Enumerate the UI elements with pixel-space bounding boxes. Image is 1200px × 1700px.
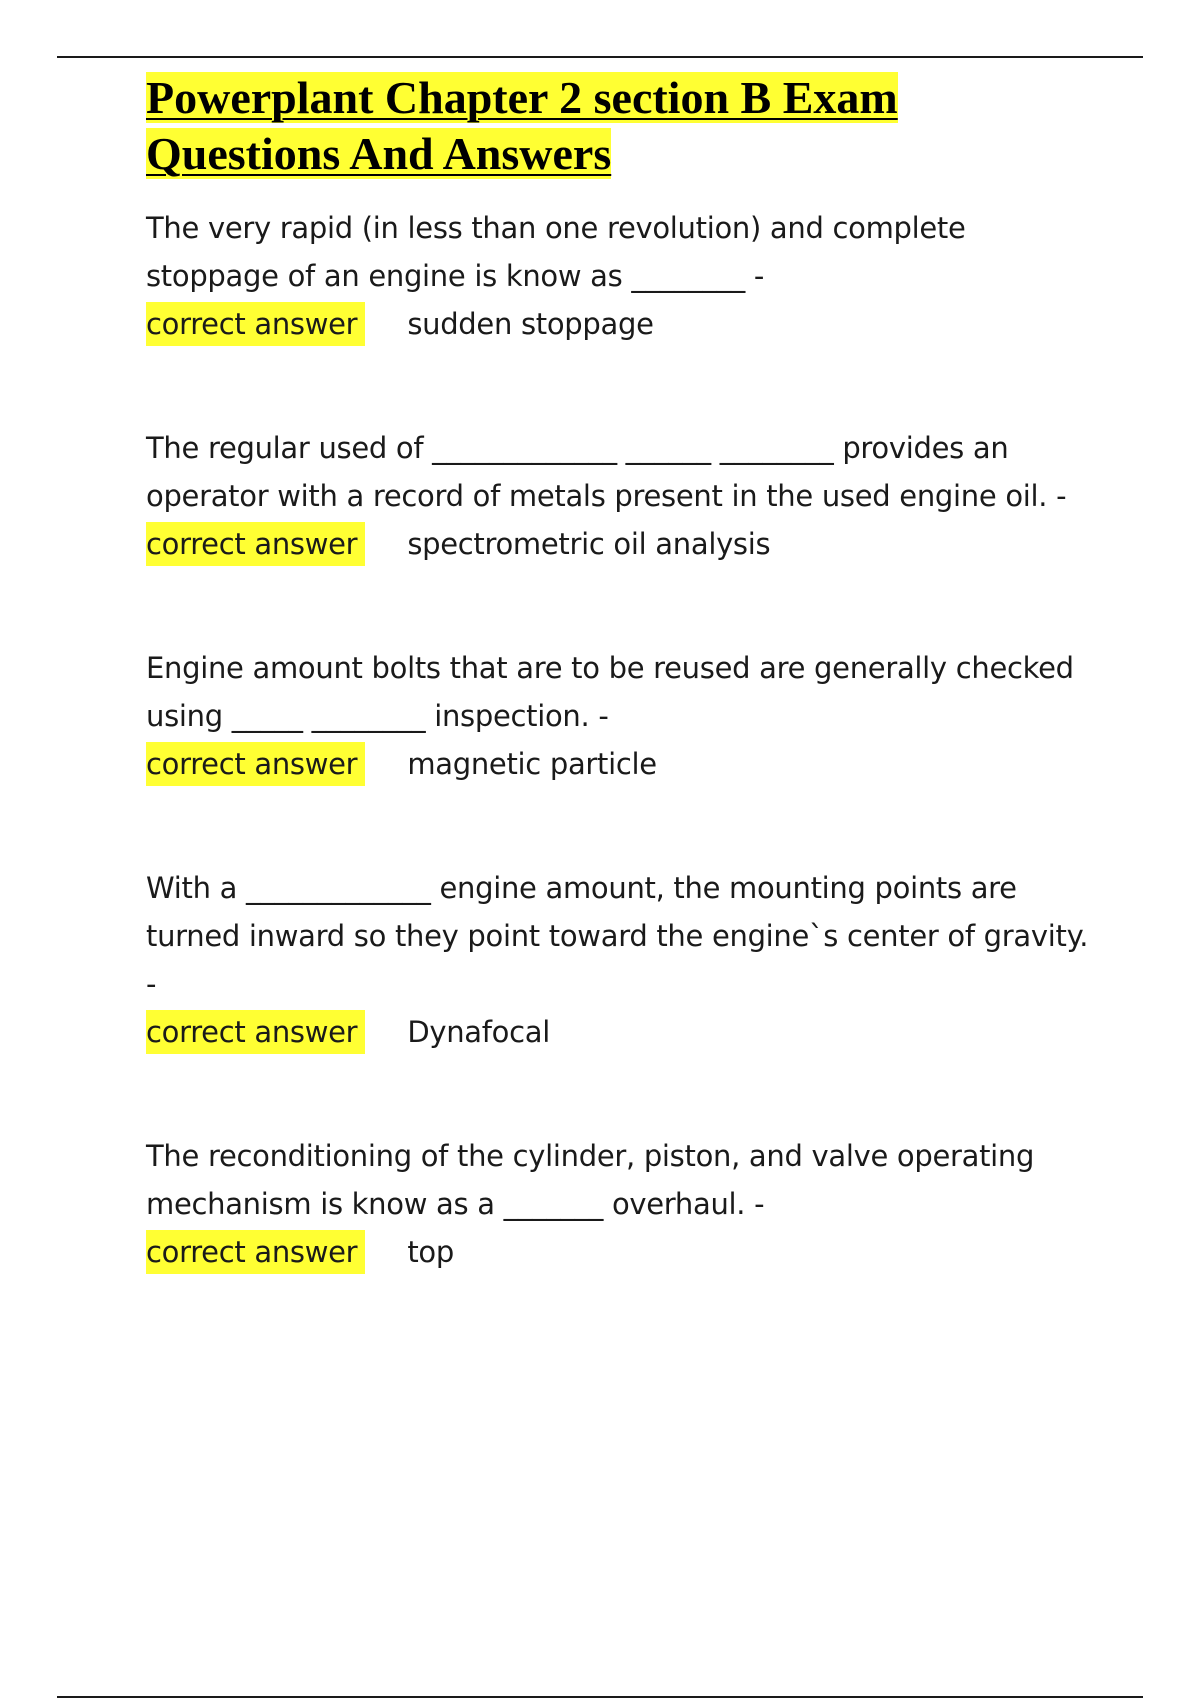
bottom-divider bbox=[57, 1696, 1143, 1698]
answer-line bbox=[146, 740, 1106, 788]
answer-text: spectrometric oil analysis bbox=[407, 527, 771, 561]
title-line-2: Questions And Answers bbox=[146, 128, 612, 179]
qa-item-5 bbox=[146, 1132, 1106, 1276]
answer-line bbox=[146, 520, 1106, 568]
answer-label: correct answer bbox=[146, 1230, 365, 1274]
qa-item-2 bbox=[146, 424, 1106, 568]
qa-item-4 bbox=[146, 864, 1106, 1056]
question-text: The reconditioning of the cylinder, piston, and valve operating mechanism is know as a _______ overhaul. - bbox=[146, 1139, 1035, 1221]
answer-line bbox=[146, 1228, 1106, 1276]
answer-text: magnetic particle bbox=[407, 747, 657, 781]
title-line-1: Powerplant Chapter 2 section B Exam bbox=[146, 72, 898, 123]
question-text: The very rapid (in less than one revolution) and complete stoppage of an engine is know as ________ - bbox=[146, 211, 966, 293]
answer-text: sudden stoppage bbox=[407, 307, 654, 341]
answer-label: correct answer bbox=[146, 522, 365, 566]
question-text: With a _____________ engine amount, the mounting points are turned inward so they point toward the engine`s center of gravity. - bbox=[146, 871, 1089, 1001]
qa-item-3 bbox=[146, 644, 1106, 788]
answer-label: correct answer bbox=[146, 742, 365, 786]
document-page bbox=[146, 70, 1106, 1352]
answer-label: correct answer bbox=[146, 302, 365, 346]
top-divider bbox=[57, 56, 1143, 58]
answer-line bbox=[146, 1008, 1106, 1056]
question-text: The regular used of _____________ ______ ________ provides an operator with a record of metals present in the used engine oil. - bbox=[146, 431, 1067, 513]
answer-line bbox=[146, 300, 1106, 348]
answer-label: correct answer bbox=[146, 1010, 365, 1054]
question-text: Engine amount bolts that are to be reused are generally checked using _____ ________ inspection. - bbox=[146, 651, 1074, 733]
answer-text: top bbox=[407, 1235, 454, 1269]
document-title bbox=[146, 70, 1106, 182]
qa-item-1 bbox=[146, 204, 1106, 348]
answer-text: Dynafocal bbox=[407, 1015, 550, 1049]
